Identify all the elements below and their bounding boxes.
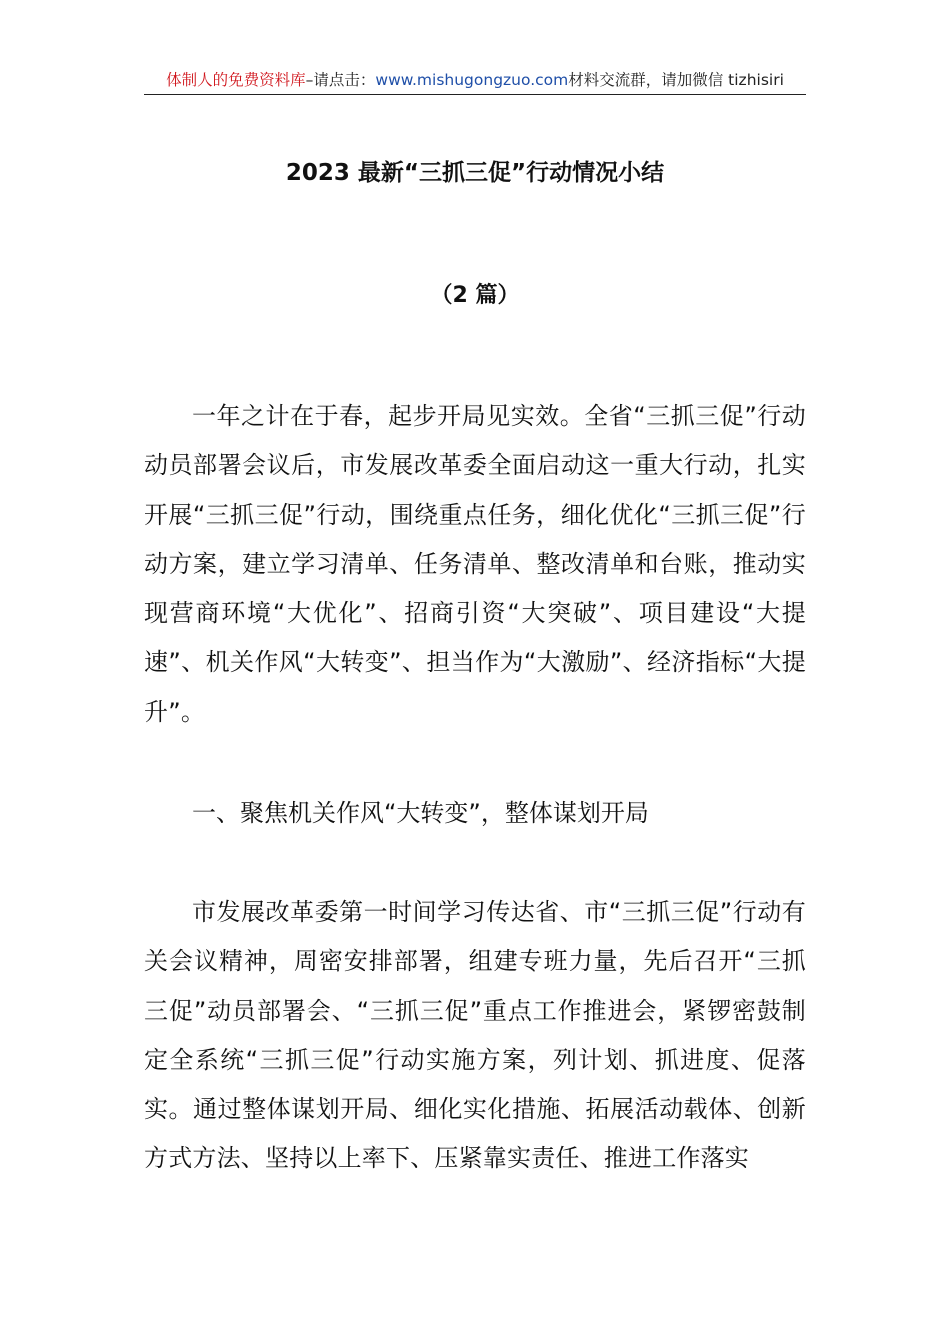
paragraph-intro: 一年之计在于春，起步开局见实效。全省“三抓三促”行动动员部署会议后，市发展改革委全面启动这一重大行动，扎实开展“三抓三促”行动，围绕重点任务，细化优化“三抓三促”行动方案，建立学习清单、任务清单、整改清单和台账，推动实现营商环境“大优化”、招商引资“大突破”、项目建设“大提速”、机关作风“大转变”、担当作为“大激励”、经济指标“大提升”。 (144, 402, 806, 726)
header-link[interactable]: www.mishugongzuo.com (375, 71, 569, 89)
header-brand[interactable]: 体制人的免费资料库 (166, 71, 306, 89)
section-heading: 一、聚焦机关作风“大转变”，整体谋划开局 (192, 799, 649, 827)
document-subtitle: （2 篇） (430, 283, 520, 308)
header-contact: 材料交流群，请加微信 tizhisiri (568, 71, 784, 89)
page-header (144, 68, 806, 95)
header-prompt: –请点击： (305, 71, 376, 89)
document-title: 2023 最新“三抓三促”行动情况小结 (285, 160, 665, 186)
paragraph-body: 市发展改革委第一时间学习传达省、市“三抓三促”行动有关会议精神，周密安排部署，组建专班力量，先后召开“三抓三促”动员部署会、“三抓三促”重点工作推进会，紧锣密鼓制定全系统“三抓三促”行动实施方案，列计划、抓进度、促落实。通过整体谋划开局、细化实化措施、拓展活动载体、创新方式方法、坚持以上率下、压紧靠实责任、推进工作落实 (144, 898, 806, 1173)
